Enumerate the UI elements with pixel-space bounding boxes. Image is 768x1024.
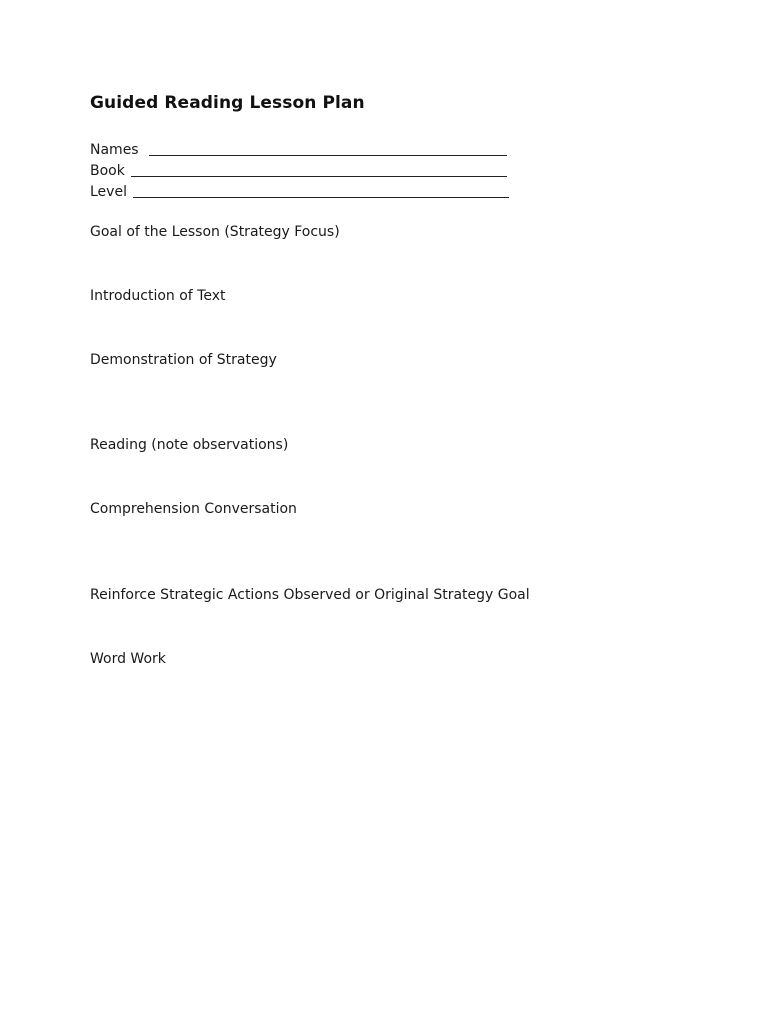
section-word-work: Word Work	[90, 651, 166, 667]
section-reading: Reading (note observations)	[90, 437, 289, 453]
book-field	[90, 160, 507, 179]
section-comprehension-conversation: Comprehension Conversation	[90, 501, 297, 517]
names-blank-line[interactable]	[149, 141, 507, 156]
section-demonstration-of-strategy: Demonstration of Strategy	[90, 352, 277, 368]
level-field	[90, 181, 509, 200]
section-introduction-of-text: Introduction of Text	[90, 288, 226, 304]
page-title: Guided Reading Lesson Plan	[90, 93, 365, 113]
level-label: Level	[90, 184, 127, 200]
section-reinforce-strategic-actions: Reinforce Strategic Actions Observed or Original Strategy Goal	[90, 587, 530, 603]
names-label: Names	[90, 142, 139, 158]
names-field	[90, 139, 507, 158]
section-goal-of-lesson: Goal of the Lesson (Strategy Focus)	[90, 224, 340, 240]
level-blank-line[interactable]	[133, 183, 509, 198]
book-label: Book	[90, 163, 125, 179]
book-blank-line[interactable]	[131, 162, 507, 177]
